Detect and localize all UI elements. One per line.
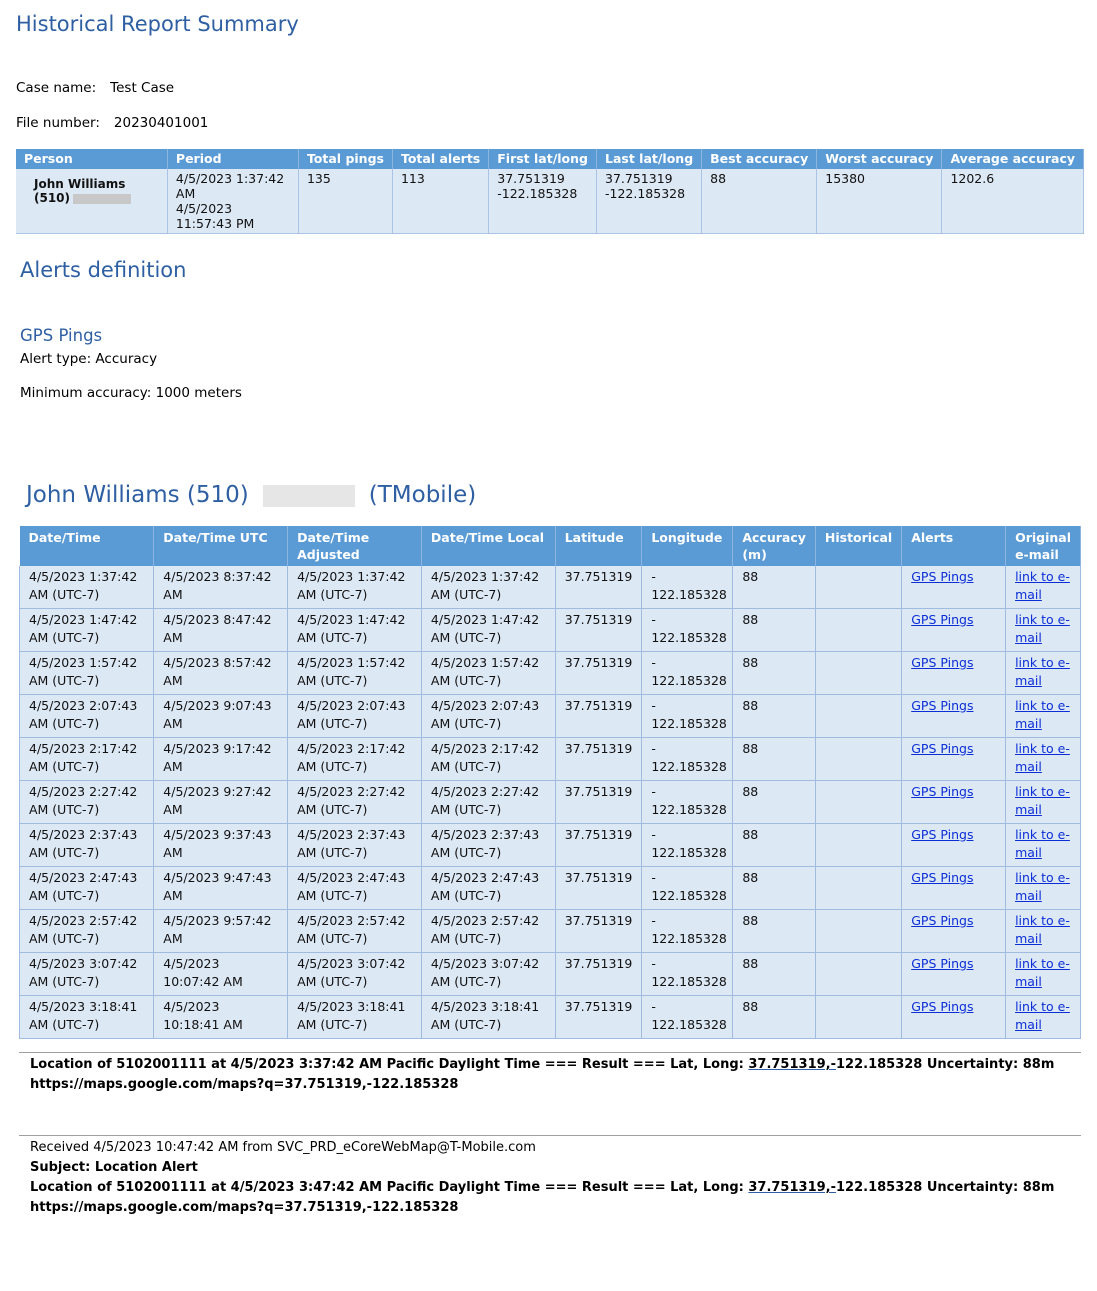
- ping-longitude-cell: - 122.185328: [642, 953, 733, 996]
- ping-latitude-cell: 37.751319: [555, 867, 642, 910]
- case-name-row: [16, 80, 174, 96]
- ping-alert-link-cell: [902, 609, 1006, 652]
- ping-latitude-cell: 37.751319: [555, 996, 642, 1039]
- ping-latitude-cell: 37.751319: [555, 824, 642, 867]
- email2-maps-url: https://maps.google.com/maps?q=37.751319,-122.185328: [30, 1200, 459, 1215]
- ping-datetime-cell: 4/5/2023 1:57:42 AM (UTC-7): [20, 652, 154, 695]
- ping-alert-link-cell: [902, 824, 1006, 867]
- ping-datetime-cell: 4/5/2023 2:57:42 AM (UTC-7): [20, 910, 154, 953]
- summary-last-long: -122.185328: [605, 186, 686, 201]
- summary-best-accuracy: 88: [702, 169, 817, 234]
- summary-header-best-accuracy: Best accuracy: [702, 149, 817, 169]
- pings-body: [20, 566, 1081, 1039]
- ping-alert-link[interactable]: GPS Pings: [911, 569, 974, 584]
- ping-historical-cell: [815, 609, 901, 652]
- ping-datetime-cell: 4/5/2023 1:47:42 AM (UTC-7): [20, 609, 154, 652]
- ping-historical-cell: [815, 953, 901, 996]
- ping-datetime-utc-cell: 4/5/2023 10:07:42 AM: [154, 953, 288, 996]
- ping-alert-link-cell: [902, 867, 1006, 910]
- table-row: [20, 695, 1081, 738]
- ping-datetime-utc-cell: 4/5/2023 8:57:42 AM: [154, 652, 288, 695]
- ping-email-link-cell: [1006, 867, 1081, 910]
- email-excerpt-1: [30, 1055, 1054, 1095]
- ping-accuracy-cell: 88: [733, 566, 816, 609]
- table-row: [20, 953, 1081, 996]
- ping-longitude-cell: - 122.185328: [642, 867, 733, 910]
- ping-datetime-local-cell: 4/5/2023 2:17:42 AM (UTC-7): [421, 738, 555, 781]
- ping-alert-link[interactable]: GPS Pings: [911, 956, 974, 971]
- case-name-value: Test Case: [110, 80, 175, 96]
- ping-email-link[interactable]: link to e-mail: [1015, 956, 1070, 989]
- redacted-phone-mark-large: [263, 485, 355, 507]
- ping-datetime-utc-cell: 4/5/2023 9:37:43 AM: [154, 824, 288, 867]
- file-number-row: [16, 115, 208, 131]
- pings-header-longitude: Longitude: [642, 526, 733, 566]
- summary-header-row: [16, 149, 1084, 169]
- ping-datetime-cell: 4/5/2023 2:17:42 AM (UTC-7): [20, 738, 154, 781]
- email-divider-1: [19, 1052, 1081, 1053]
- summary-worst-accuracy: 15380: [817, 169, 942, 234]
- ping-datetime-adjusted-cell: 4/5/2023 3:07:42 AM (UTC-7): [288, 953, 422, 996]
- ping-datetime-local-cell: 4/5/2023 1:57:42 AM (UTC-7): [421, 652, 555, 695]
- email1-uncertainty-text: 122.185328 Uncertainty: 88m: [836, 1057, 1055, 1072]
- ping-alert-link-cell: [902, 996, 1006, 1039]
- summary-average-accuracy: 1202.6: [942, 169, 1084, 234]
- ping-latitude-cell: 37.751319: [555, 781, 642, 824]
- ping-datetime-adjusted-cell: 4/5/2023 1:47:42 AM (UTC-7): [288, 609, 422, 652]
- ping-datetime-utc-cell: 4/5/2023 9:47:43 AM: [154, 867, 288, 910]
- pings-header-datetime: Date/Time: [20, 526, 154, 566]
- summary-period-start: 4/5/2023 1:37:42 AM: [175, 171, 285, 201]
- ping-datetime-adjusted-cell: 4/5/2023 2:17:42 AM (UTC-7): [288, 738, 422, 781]
- ping-datetime-local-cell: 4/5/2023 2:47:43 AM (UTC-7): [421, 867, 555, 910]
- summary-total-alerts: 113: [392, 169, 488, 234]
- summary-person-name: John Williams: [34, 177, 126, 191]
- summary-last-lat: 37.751319: [605, 171, 673, 186]
- ping-datetime-adjusted-cell: 4/5/2023 1:57:42 AM (UTC-7): [288, 652, 422, 695]
- summary-period-end: 4/5/2023 11:57:43 PM: [175, 201, 255, 231]
- email-excerpt-2: [30, 1138, 1054, 1218]
- ping-email-link-cell: [1006, 824, 1081, 867]
- ping-email-link[interactable]: link to e-mail: [1015, 612, 1070, 645]
- ping-latitude-cell: 37.751319: [555, 738, 642, 781]
- table-row: [20, 609, 1081, 652]
- ping-email-link[interactable]: link to e-mail: [1015, 698, 1070, 731]
- email-divider-2: [19, 1135, 1081, 1136]
- pings-header-datetime-local: Date/Time Local: [421, 526, 555, 566]
- table-row: [20, 996, 1081, 1039]
- ping-email-link-cell: [1006, 738, 1081, 781]
- ping-datetime-adjusted-cell: 4/5/2023 2:07:43 AM (UTC-7): [288, 695, 422, 738]
- summary-first-long: -122.185328: [497, 186, 578, 201]
- ping-email-link-cell: [1006, 566, 1081, 609]
- ping-longitude-cell: - 122.185328: [642, 738, 733, 781]
- ping-datetime-utc-cell: 4/5/2023 10:18:41 AM: [154, 996, 288, 1039]
- table-row: [20, 910, 1081, 953]
- ping-datetime-local-cell: 4/5/2023 1:47:42 AM (UTC-7): [421, 609, 555, 652]
- ping-latitude-cell: 37.751319: [555, 953, 642, 996]
- case-name-label: Case name:: [16, 80, 97, 96]
- ping-datetime-local-cell: 4/5/2023 2:57:42 AM (UTC-7): [421, 910, 555, 953]
- ping-datetime-cell: 4/5/2023 2:47:43 AM (UTC-7): [20, 867, 154, 910]
- ping-datetime-adjusted-cell: 4/5/2023 2:47:43 AM (UTC-7): [288, 867, 422, 910]
- ping-latitude-cell: 37.751319: [555, 609, 642, 652]
- alert-name-heading: GPS Pings: [20, 326, 103, 345]
- summary-header-last-latlong: Last lat/long: [597, 149, 702, 169]
- ping-datetime-cell: 4/5/2023 3:18:41 AM (UTC-7): [20, 996, 154, 1039]
- ping-alert-link-cell: [902, 910, 1006, 953]
- summary-first-lat: 37.751319: [497, 171, 565, 186]
- alerts-definition-heading: Alerts definition: [20, 258, 187, 282]
- ping-historical-cell: [815, 738, 901, 781]
- summary-row: [16, 169, 1084, 234]
- email2-location-text: Location of 5102001111 at 4/5/2023 3:47:42 AM Pacific Daylight Time === Result === Lat, Long:: [30, 1180, 749, 1195]
- ping-alert-link[interactable]: GPS Pings: [911, 827, 974, 842]
- ping-datetime-local-cell: 4/5/2023 3:18:41 AM (UTC-7): [421, 996, 555, 1039]
- ping-longitude-cell: - 122.185328: [642, 824, 733, 867]
- ping-latitude-cell: 37.751319: [555, 652, 642, 695]
- ping-longitude-cell: - 122.185328: [642, 781, 733, 824]
- ping-email-link-cell: [1006, 953, 1081, 996]
- ping-alert-link[interactable]: GPS Pings: [911, 870, 974, 885]
- redacted-phone-mark: [73, 194, 131, 204]
- ping-alert-link[interactable]: GPS Pings: [911, 784, 974, 799]
- ping-datetime-utc-cell: 4/5/2023 9:17:42 AM: [154, 738, 288, 781]
- ping-email-link-cell: [1006, 996, 1081, 1039]
- table-row: [20, 566, 1081, 609]
- email2-uncertainty-text: 122.185328 Uncertainty: 88m: [836, 1180, 1055, 1195]
- pings-header-accuracy: Accuracy (m): [733, 526, 816, 566]
- table-row: [20, 824, 1081, 867]
- ping-datetime-local-cell: 4/5/2023 3:07:42 AM (UTC-7): [421, 953, 555, 996]
- summary-header-person: Person: [16, 149, 167, 169]
- table-row: [20, 867, 1081, 910]
- ping-longitude-cell: - 122.185328: [642, 695, 733, 738]
- ping-accuracy-cell: 88: [733, 781, 816, 824]
- ping-alert-link[interactable]: GPS Pings: [911, 741, 974, 756]
- email1-maps-url: https://maps.google.com/maps?q=37.751319,-122.185328: [30, 1077, 459, 1092]
- pings-table: [19, 526, 1081, 1039]
- summary-header-average-accuracy: Average accuracy: [942, 149, 1084, 169]
- ping-datetime-utc-cell: 4/5/2023 9:27:42 AM: [154, 781, 288, 824]
- pings-header-row: [20, 526, 1081, 566]
- ping-longitude-cell: - 122.185328: [642, 652, 733, 695]
- email2-location-line: [30, 1178, 1054, 1198]
- ping-historical-cell: [815, 996, 901, 1039]
- ping-email-link[interactable]: link to e-mail: [1015, 999, 1070, 1032]
- email2-subject-line: Subject: Location Alert: [30, 1160, 198, 1175]
- ping-email-link-cell: [1006, 695, 1081, 738]
- ping-accuracy-cell: 88: [733, 867, 816, 910]
- ping-datetime-adjusted-cell: 4/5/2023 2:57:42 AM (UTC-7): [288, 910, 422, 953]
- ping-email-link-cell: [1006, 781, 1081, 824]
- ping-alert-link-cell: [902, 566, 1006, 609]
- ping-alert-link[interactable]: GPS Pings: [911, 913, 974, 928]
- ping-email-link-cell: [1006, 609, 1081, 652]
- ping-historical-cell: [815, 652, 901, 695]
- summary-header-total-alerts: Total alerts: [392, 149, 488, 169]
- summary-header-total-pings: Total pings: [298, 149, 392, 169]
- ping-datetime-utc-cell: 4/5/2023 9:07:43 AM: [154, 695, 288, 738]
- ping-datetime-utc-cell: 4/5/2023 9:57:42 AM: [154, 910, 288, 953]
- table-row: [20, 781, 1081, 824]
- summary-last-latlong: [597, 169, 702, 234]
- ping-historical-cell: [815, 781, 901, 824]
- ping-latitude-cell: 37.751319: [555, 566, 642, 609]
- summary-period-cell: [167, 169, 298, 234]
- summary-person-phone: (510): [34, 191, 71, 205]
- ping-datetime-adjusted-cell: 4/5/2023 2:27:42 AM (UTC-7): [288, 781, 422, 824]
- ping-datetime-cell: 4/5/2023 2:07:43 AM (UTC-7): [20, 695, 154, 738]
- person-heading-name: John Williams (510): [26, 482, 249, 508]
- table-row: [20, 738, 1081, 781]
- ping-alert-link[interactable]: GPS Pings: [911, 999, 974, 1014]
- ping-historical-cell: [815, 867, 901, 910]
- pings-header-latitude: Latitude: [555, 526, 642, 566]
- summary-header-period: Period: [167, 149, 298, 169]
- ping-datetime-local-cell: 4/5/2023 2:07:43 AM (UTC-7): [421, 695, 555, 738]
- ping-datetime-utc-cell: 4/5/2023 8:47:42 AM: [154, 609, 288, 652]
- ping-accuracy-cell: 88: [733, 609, 816, 652]
- person-heading-carrier: (TMobile): [368, 482, 477, 508]
- ping-accuracy-cell: 88: [733, 652, 816, 695]
- ping-email-link[interactable]: link to e-mail: [1015, 741, 1070, 774]
- pings-header-datetime-adjusted: Date/Time Adjusted: [288, 526, 422, 566]
- ping-alert-link[interactable]: GPS Pings: [911, 655, 974, 670]
- summary-first-latlong: [489, 169, 597, 234]
- ping-historical-cell: [815, 695, 901, 738]
- summary-header-worst-accuracy: Worst accuracy: [817, 149, 942, 169]
- ping-datetime-cell: 4/5/2023 2:27:42 AM (UTC-7): [20, 781, 154, 824]
- summary-total-pings: 135: [298, 169, 392, 234]
- ping-latitude-cell: 37.751319: [555, 910, 642, 953]
- ping-email-link[interactable]: link to e-mail: [1015, 655, 1070, 688]
- ping-latitude-cell: 37.751319: [555, 695, 642, 738]
- email2-received-line: Received 4/5/2023 10:47:42 AM from SVC_PRD_eCoreWebMap@T-Mobile.com: [30, 1140, 536, 1155]
- person-section-heading: [26, 482, 476, 508]
- ping-accuracy-cell: 88: [733, 824, 816, 867]
- pings-header-datetime-utc: Date/Time UTC: [154, 526, 288, 566]
- alert-type-text: Alert type: Accuracy: [20, 351, 158, 367]
- ping-email-link[interactable]: link to e-mail: [1015, 827, 1070, 860]
- ping-alert-link-cell: [902, 652, 1006, 695]
- email2-coords-link[interactable]: 37.751319,-: [748, 1180, 836, 1195]
- ping-datetime-adjusted-cell: 4/5/2023 2:37:43 AM (UTC-7): [288, 824, 422, 867]
- ping-accuracy-cell: 88: [733, 695, 816, 738]
- ping-alert-link-cell: [902, 953, 1006, 996]
- ping-accuracy-cell: 88: [733, 738, 816, 781]
- ping-datetime-cell: 4/5/2023 3:07:42 AM (UTC-7): [20, 953, 154, 996]
- ping-email-link[interactable]: link to e-mail: [1015, 569, 1070, 602]
- pings-header-historical: Historical: [815, 526, 901, 566]
- ping-email-link-cell: [1006, 652, 1081, 695]
- ping-accuracy-cell: 88: [733, 996, 816, 1039]
- ping-historical-cell: [815, 910, 901, 953]
- file-number-label: File number:: [16, 115, 100, 131]
- ping-datetime-cell: 4/5/2023 2:37:43 AM (UTC-7): [20, 824, 154, 867]
- email1-location-line: [30, 1055, 1054, 1075]
- ping-longitude-cell: - 122.185328: [642, 566, 733, 609]
- minimum-accuracy-text: Minimum accuracy: 1000 meters: [20, 385, 242, 401]
- ping-email-link[interactable]: link to e-mail: [1015, 784, 1070, 817]
- ping-datetime-local-cell: 4/5/2023 2:27:42 AM (UTC-7): [421, 781, 555, 824]
- ping-longitude-cell: - 122.185328: [642, 609, 733, 652]
- ping-email-link[interactable]: link to e-mail: [1015, 913, 1070, 946]
- summary-table: [16, 149, 1084, 234]
- ping-alert-link-cell: [902, 738, 1006, 781]
- email1-location-text: Location of 5102001111 at 4/5/2023 3:37:42 AM Pacific Daylight Time === Result === Lat, Long:: [30, 1057, 749, 1072]
- summary-header-first-latlong: First lat/long: [489, 149, 597, 169]
- ping-datetime-cell: 4/5/2023 1:37:42 AM (UTC-7): [20, 566, 154, 609]
- ping-accuracy-cell: 88: [733, 953, 816, 996]
- ping-email-link[interactable]: link to e-mail: [1015, 870, 1070, 903]
- email1-coords-link[interactable]: 37.751319,-: [748, 1057, 836, 1072]
- ping-email-link-cell: [1006, 910, 1081, 953]
- ping-datetime-local-cell: 4/5/2023 1:37:42 AM (UTC-7): [421, 566, 555, 609]
- ping-historical-cell: [815, 824, 901, 867]
- ping-alert-link[interactable]: GPS Pings: [911, 612, 974, 627]
- pings-header-alerts: Alerts: [902, 526, 1006, 566]
- summary-person-cell: [16, 169, 167, 234]
- file-number-value: 20230401001: [113, 115, 209, 131]
- ping-accuracy-cell: 88: [733, 910, 816, 953]
- report-title: Historical Report Summary: [16, 12, 299, 36]
- ping-alert-link[interactable]: GPS Pings: [911, 698, 974, 713]
- ping-datetime-local-cell: 4/5/2023 2:37:43 AM (UTC-7): [421, 824, 555, 867]
- ping-datetime-adjusted-cell: 4/5/2023 1:37:42 AM (UTC-7): [288, 566, 422, 609]
- table-row: [20, 652, 1081, 695]
- ping-datetime-utc-cell: 4/5/2023 8:37:42 AM: [154, 566, 288, 609]
- ping-longitude-cell: - 122.185328: [642, 996, 733, 1039]
- ping-alert-link-cell: [902, 695, 1006, 738]
- ping-historical-cell: [815, 566, 901, 609]
- ping-longitude-cell: - 122.185328: [642, 910, 733, 953]
- ping-datetime-adjusted-cell: 4/5/2023 3:18:41 AM (UTC-7): [288, 996, 422, 1039]
- pings-header-original-email: Original e-mail: [1006, 526, 1081, 566]
- ping-alert-link-cell: [902, 781, 1006, 824]
